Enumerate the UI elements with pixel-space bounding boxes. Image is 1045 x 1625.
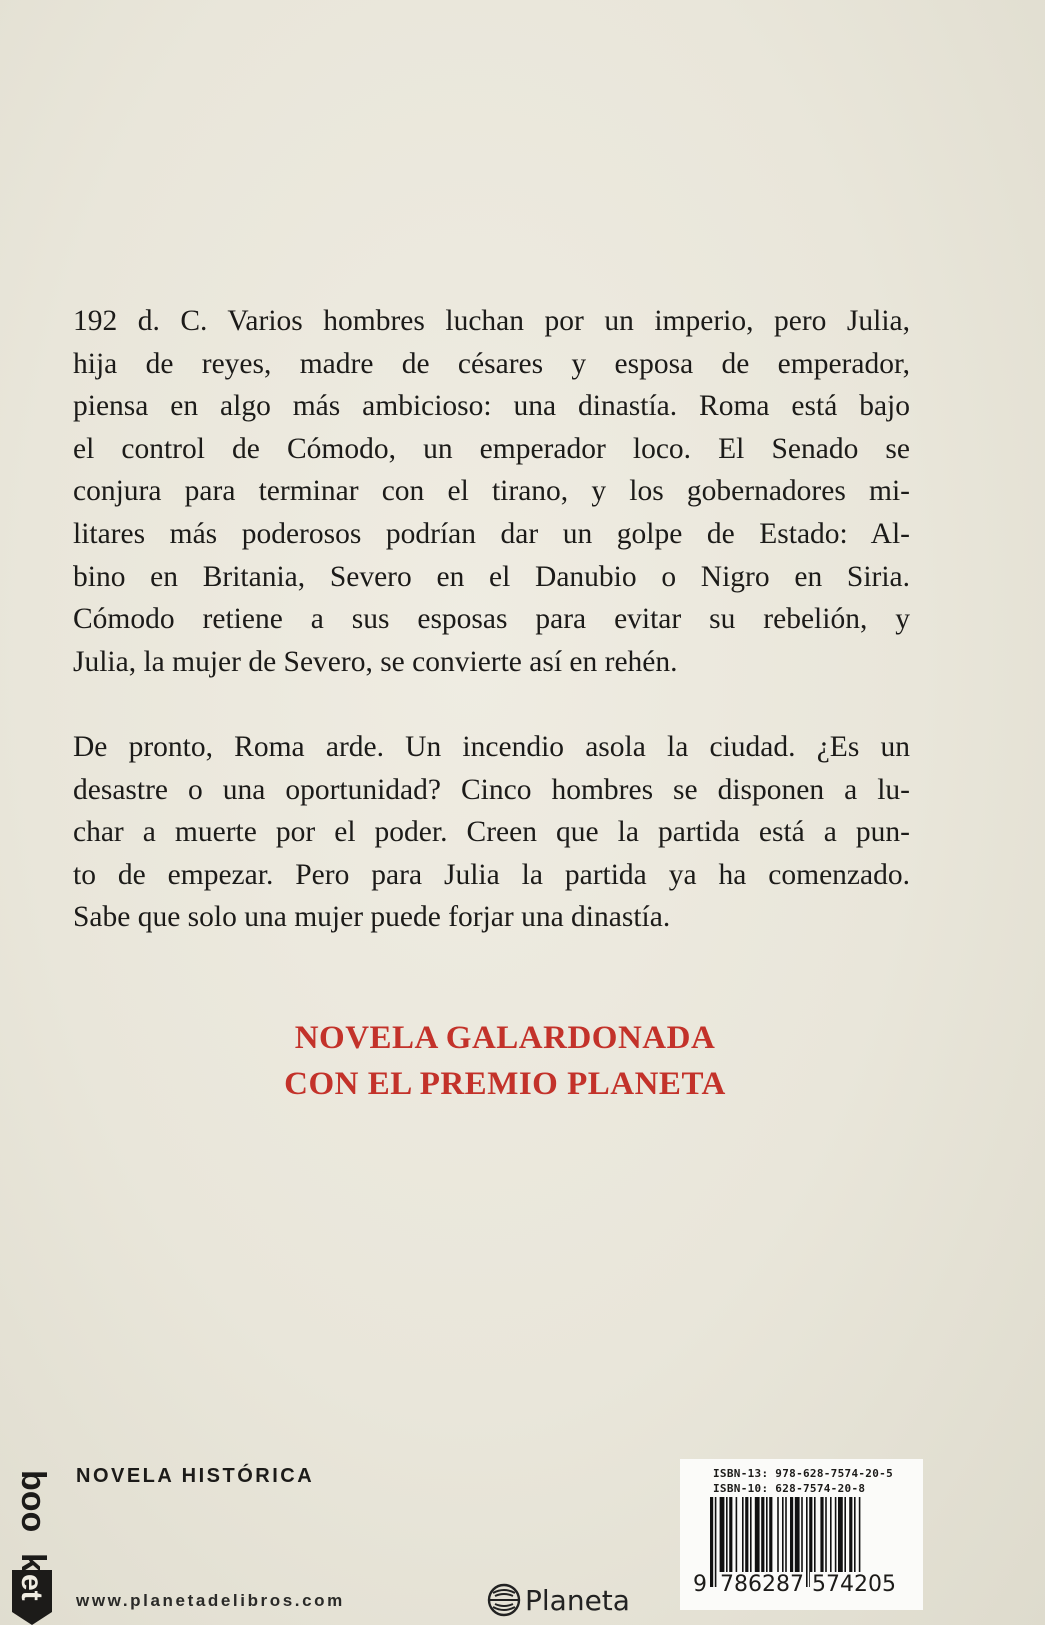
publisher-name: Planeta — [525, 1583, 630, 1617]
synopsis-paragraph-1 — [73, 300, 910, 683]
website-url[interactable]: www.planetadelibros.com — [76, 1591, 345, 1610]
text-line: hija de reyes, madre de césares y esposa de emperador, — [73, 347, 910, 380]
synopsis-paragraph-2 — [73, 726, 910, 939]
text-line: piensa en algo más ambicioso: una dinastía. Roma está bajo — [73, 390, 910, 423]
text-line: Sabe que solo una mujer puede forjar una dinastía. — [73, 901, 671, 934]
text-line: Julia, la mujer de Severo, se convierte así en rehén. — [73, 645, 678, 678]
barcode-digits-right: 574205 — [812, 1572, 896, 1597]
globe-icon — [487, 1583, 521, 1617]
text-line: char a muerte por el poder. Creen que la partida está a pun- — [73, 816, 910, 849]
barcode-bar — [806, 1497, 808, 1587]
text-line: Cómodo retiene a sus esposas para evitar su rebelión, y — [73, 603, 910, 636]
planeta-logo — [487, 1583, 630, 1617]
text-line: desastre o una oportunidad? Cinco hombres se disponen a lu- — [73, 773, 910, 806]
svg-text:k: k — [14, 1553, 52, 1572]
svg-text:boo: boo — [14, 1470, 52, 1533]
text-line: litares más poderosos podrían dar un golpe de Estado: Al- — [73, 517, 910, 550]
award-line-1: NOVELA GALARDONADA — [294, 1020, 716, 1056]
text-line: conjura para terminar con el tirano, y los gobernadores mi- — [73, 475, 910, 508]
isbn-13: ISBN-13: 978-628-7574-20-5 — [713, 1467, 893, 1480]
text-line: el control de Cómodo, un emperador loco. El Senado se — [73, 432, 910, 465]
barcode-bar — [710, 1497, 713, 1587]
text-line: De pronto, Roma arde. Un incendio asola la ciudad. ¿Es un — [73, 731, 910, 763]
barcode-box — [680, 1459, 923, 1610]
text-line: bino en Britania, Severo en el Danubio o Nigro en Siria. — [73, 560, 910, 593]
isbn-10: ISBN-10: 628-7574-20-8 — [713, 1482, 866, 1495]
award-line-2: CON EL PREMIO PLANETA — [284, 1066, 726, 1102]
barcode-digits-left: 786287 — [720, 1572, 804, 1597]
barcode-bar — [715, 1497, 717, 1587]
booket-logo-icon — [4, 1470, 56, 1625]
genre-label: NOVELA HISTÓRICA — [76, 1465, 315, 1487]
svg-text:et: et — [15, 1574, 48, 1601]
barcode-digit-first: 9 — [693, 1572, 707, 1597]
text-line: to de empezar. Pero para Julia la partida ya ha comenzado. — [73, 858, 910, 891]
text-line: 192 d. C. Varios hombres luchan por un imperio, pero Julia, — [73, 305, 910, 337]
